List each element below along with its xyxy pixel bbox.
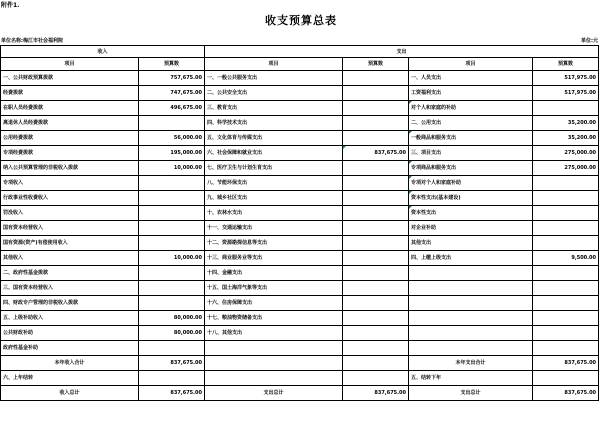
cell-expense-budget	[343, 326, 409, 341]
cell-expense-item: 十一、交通运输支出	[205, 221, 343, 236]
cell-econ-budget: 275,000.00	[533, 161, 599, 176]
col-header-econ-budget: 预算数	[533, 58, 599, 71]
table-row	[1, 161, 599, 176]
cell-income-item: 罚没收入	[1, 206, 139, 221]
cell-income-budget: 10,000.00	[139, 251, 205, 266]
cell-expense-item: 三、教育支出	[205, 101, 343, 116]
cell-income-budget	[139, 341, 205, 356]
col-header-expense-item: 项目	[205, 58, 343, 71]
cell-expense-budget	[343, 341, 409, 356]
cell-expense-budget	[343, 311, 409, 326]
cell-income-budget	[139, 176, 205, 191]
table-row	[1, 386, 599, 401]
cell-expense-item	[205, 356, 343, 371]
cell-econ-item	[409, 266, 533, 281]
cell-econ-budget	[533, 266, 599, 281]
cell-income-item: 二、政府性基金拨款	[1, 266, 139, 281]
cell-expense-budget	[343, 266, 409, 281]
cell-income-item: 五、上级补助收入	[1, 311, 139, 326]
cell-expense-budget: 837,675.00	[343, 386, 409, 401]
group-header-row	[1, 46, 599, 58]
cell-income-item: 纳入公共预算管理的非税收入拨款	[1, 161, 139, 176]
col-header-income-budget: 预算数	[139, 58, 205, 71]
cell-expense-budget	[343, 356, 409, 371]
cell-expense-budget	[343, 371, 409, 386]
expense-group-header: 支出	[205, 46, 599, 58]
cell-econ-item	[409, 311, 533, 326]
cell-income-budget	[139, 191, 205, 206]
cell-expense-item: 七、医疗卫生与计划生育支出	[205, 161, 343, 176]
cell-income-item: 一、公共财政预算拨款	[1, 71, 139, 86]
cell-income-item: 收入总计	[1, 386, 139, 401]
cell-econ-item: 一般商品和服务支出	[409, 131, 533, 146]
cell-expense-item: 一、一般公共服务支出	[205, 71, 343, 86]
cell-econ-item: 对企业补助	[409, 221, 533, 236]
cell-econ-budget: 35,200.00	[533, 116, 599, 131]
cell-econ-item: 专项对个人和家庭补助	[409, 176, 533, 191]
cell-expense-budget	[343, 281, 409, 296]
cell-expense-item: 九、城乡社区支出	[205, 191, 343, 206]
table-row	[1, 311, 599, 326]
income-group-header: 收入	[1, 46, 205, 58]
cell-expense-item: 八、节能环保支出	[205, 176, 343, 191]
table-row	[1, 356, 599, 371]
table-row	[1, 206, 599, 221]
cell-econ-budget	[533, 326, 599, 341]
cell-econ-item	[409, 326, 533, 341]
cell-econ-item: 资本性支出	[409, 206, 533, 221]
cell-income-budget	[139, 371, 205, 386]
col-header-expense-budget: 预算数	[343, 58, 409, 71]
cell-income-item: 三、国有资本经营收入	[1, 281, 139, 296]
cell-expense-item: 五、文化体育与传媒支出	[205, 131, 343, 146]
cell-income-item: 国有资本经营收入	[1, 221, 139, 236]
table-row	[1, 251, 599, 266]
cell-expense-item: 支出总计	[205, 386, 343, 401]
cell-econ-item: 对个人和家庭的补助	[409, 101, 533, 116]
attachment-label: 附件1.	[1, 2, 20, 9]
cell-income-budget	[139, 281, 205, 296]
cell-econ-budget: 275,000.00	[533, 146, 599, 161]
cell-econ-item	[409, 296, 533, 311]
cell-expense-item	[205, 371, 343, 386]
cell-econ-item: 二、公用支出	[409, 116, 533, 131]
table-row	[1, 236, 599, 251]
cell-income-budget: 496,675.00	[139, 101, 205, 116]
col-header-econ-item: 项目	[409, 58, 533, 71]
cell-income-item: 本年收入合计	[1, 356, 139, 371]
cell-expense-budget	[343, 131, 409, 146]
cell-expense-budget	[343, 86, 409, 101]
cell-income-item: 在职人员经费拨款	[1, 101, 139, 116]
table-row	[1, 371, 599, 386]
cell-expense-budget	[343, 251, 409, 266]
cell-expense-budget	[343, 116, 409, 131]
cell-econ-item: 资本性支出(基本建设)	[409, 191, 533, 206]
cell-econ-item: 一、人员支出	[409, 71, 533, 86]
column-header-row	[1, 58, 599, 71]
cell-econ-budget	[533, 236, 599, 251]
cell-econ-item: 其他支出	[409, 236, 533, 251]
cell-income-item: 公用经费拨款	[1, 131, 139, 146]
unit-measure: 单位:元	[581, 38, 598, 44]
cell-econ-budget	[533, 101, 599, 116]
cell-econ-budget	[533, 341, 599, 356]
cell-income-budget: 757,675.00	[139, 71, 205, 86]
cell-expense-budget	[343, 221, 409, 236]
cell-income-budget: 195,000.00	[139, 146, 205, 161]
cell-expense-item: 十七、粮油物资储备支出	[205, 311, 343, 326]
cell-econ-budget: 837,675.00	[533, 386, 599, 401]
cell-expense-item: 十五、国土海洋气象等支出	[205, 281, 343, 296]
cell-expense-item	[205, 341, 343, 356]
cell-income-budget: 747,675.00	[139, 86, 205, 101]
cell-expense-budget	[343, 101, 409, 116]
cell-econ-budget	[533, 176, 599, 191]
cell-income-item: 政府性基金补助	[1, 341, 139, 356]
cell-expense-budget	[343, 71, 409, 86]
cell-econ-budget	[533, 191, 599, 206]
table-row	[1, 116, 599, 131]
cell-expense-item: 十四、金融支出	[205, 266, 343, 281]
table-row	[1, 281, 599, 296]
cell-expense-budget	[343, 236, 409, 251]
unit-name: 单位名称:梅江市社会福利院	[1, 38, 64, 44]
cell-income-item: 国有资源(资产)有偿使用收入	[1, 236, 139, 251]
cell-econ-budget	[533, 311, 599, 326]
cell-econ-budget	[533, 206, 599, 221]
cell-income-item: 离退休人员经费拨款	[1, 116, 139, 131]
budget-table	[0, 45, 599, 401]
cell-income-item: 经费拨款	[1, 86, 139, 101]
cell-income-item: 其他收入	[1, 251, 139, 266]
table-row	[1, 176, 599, 191]
page-title: 收支预算总表	[265, 14, 337, 27]
unit-row	[0, 37, 602, 45]
table-row	[1, 101, 599, 116]
cell-expense-item: 十、农林水支出	[205, 206, 343, 221]
cell-income-budget	[139, 296, 205, 311]
cell-econ-item: 本年支出合计	[409, 356, 533, 371]
cell-income-budget	[139, 236, 205, 251]
table-row	[1, 131, 599, 146]
table-row	[1, 266, 599, 281]
cell-econ-budget: 35,200.00	[533, 131, 599, 146]
cell-econ-budget: 837,675.00	[533, 356, 599, 371]
cell-econ-budget	[533, 221, 599, 236]
cell-econ-budget	[533, 281, 599, 296]
cell-expense-item: 十八、其他支出	[205, 326, 343, 341]
cell-expense-budget	[343, 191, 409, 206]
cell-income-budget	[139, 266, 205, 281]
col-header-income-item: 项目	[1, 58, 139, 71]
cell-expense-item: 四、科学技术支出	[205, 116, 343, 131]
table-row	[1, 341, 599, 356]
table-row	[1, 146, 599, 161]
cell-econ-item: 专项商品和服务支出	[409, 161, 533, 176]
cell-income-item: 专项经费拨款	[1, 146, 139, 161]
table-row	[1, 86, 599, 101]
cell-econ-item	[409, 341, 533, 356]
cell-income-item: 行政事业性收费收入	[1, 191, 139, 206]
table-row	[1, 221, 599, 236]
cell-econ-item	[409, 281, 533, 296]
cell-econ-budget: 9,500.00	[533, 251, 599, 266]
cell-income-item: 专项收入	[1, 176, 139, 191]
table-row	[1, 296, 599, 311]
cell-econ-item: 四、上缴上级支出	[409, 251, 533, 266]
cell-expense-item: 二、公共安全支出	[205, 86, 343, 101]
cell-expense-item: 十二、资源勘探信息等支出	[205, 236, 343, 251]
cell-income-budget: 80,000.00	[139, 326, 205, 341]
cell-income-budget: 10,000.00	[139, 161, 205, 176]
cell-expense-budget	[343, 296, 409, 311]
cell-expense-item: 十三、商业服务业等支出	[205, 251, 343, 266]
cell-income-item: 六、上年结转	[1, 371, 139, 386]
cell-income-item: 公共财政补助	[1, 326, 139, 341]
table-row	[1, 326, 599, 341]
cell-econ-item: 五、结转下年	[409, 371, 533, 386]
cell-income-item: 四、财政专户管理的非税收入拨款	[1, 296, 139, 311]
table-row	[1, 71, 599, 86]
cell-expense-budget	[343, 176, 409, 191]
cell-expense-budget	[343, 161, 409, 176]
cell-income-budget: 837,675.00	[139, 386, 205, 401]
cell-income-budget: 56,000.00	[139, 131, 205, 146]
cell-econ-budget: 517,975.00	[533, 86, 599, 101]
cell-econ-budget	[533, 371, 599, 386]
cell-econ-item: 工资福利支出	[409, 86, 533, 101]
cell-expense-item: 十六、住房保障支出	[205, 296, 343, 311]
cell-income-budget: 80,000.00	[139, 311, 205, 326]
cell-econ-item: 三、项目支出	[409, 146, 533, 161]
cell-income-budget	[139, 116, 205, 131]
cell-expense-budget: 837,675.00	[343, 146, 409, 161]
cell-income-budget	[139, 221, 205, 236]
table-row	[1, 191, 599, 206]
cell-econ-budget	[533, 296, 599, 311]
cell-econ-item: 支出总计	[409, 386, 533, 401]
cell-income-budget: 837,675.00	[139, 356, 205, 371]
cell-income-budget	[139, 206, 205, 221]
cell-expense-item: 六、社会保障和就业支出	[205, 146, 343, 161]
cell-econ-budget: 517,975.00	[533, 71, 599, 86]
cell-expense-budget	[343, 206, 409, 221]
